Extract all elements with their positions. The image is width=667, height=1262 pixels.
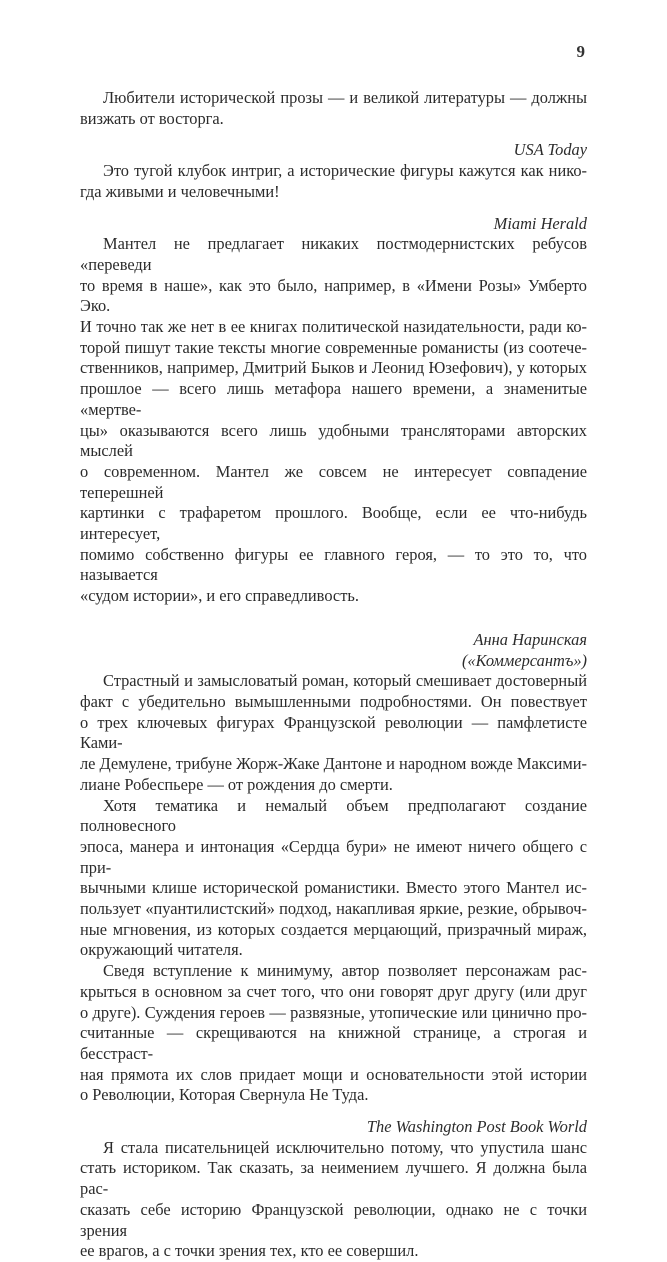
text-line: Miami Herald	[493, 213, 587, 233]
text-line: о трех ключевых фигурах Французской революции — памфлетисте Ками-	[80, 712, 587, 753]
text-line: Анна Наринская	[473, 629, 587, 649]
text-line: ле Демулене, трибуне Жорж-Жаке Дантоне и народном вожде Максими-	[80, 754, 587, 774]
text-line: Любители исторической прозы — и великой литературы — должны	[103, 88, 587, 107]
text-line: крыться в основном за счет того, что они говорят друг другу (или друг	[80, 981, 587, 1001]
text-line: о друге). Суждения героев — развязные, утопические или цинично про-	[80, 1002, 587, 1022]
text-line: Я стала писательницей исключительно потому, что упустила шанс	[103, 1137, 587, 1157]
text-line: стать историком. Так сказать, за неимением лучшего. Я должна была рас-	[80, 1158, 587, 1199]
text-line: прошлое — всего лишь метафора нашего времени, а знаменитые «мертве-	[80, 379, 587, 419]
paragraph	[80, 671, 587, 1106]
text-line: то время в наше», как это было, например, в «Имени Розы» Умберто Эко.	[80, 275, 587, 316]
text-line: визжать от восторга.	[80, 108, 224, 128]
text-line: о современном. Мантел же совсем не интересует совпадение теперешней	[80, 461, 587, 502]
text-line: («Коммерсантъ»)	[461, 650, 587, 670]
quote-attribution	[80, 1117, 587, 1138]
text-line: окружающий читателя.	[80, 940, 243, 960]
text-line: ная прямота их слов придает мощи и основательности этой истории	[80, 1064, 587, 1084]
text-line: Хотя тематика и немалый объем предполагают создание полновесного	[80, 795, 587, 836]
text-line: ственников, например, Дмитрий Быков и Леонид Юзефович), у которых	[80, 358, 587, 378]
text-line: эпоса, манера и интонация «Сердца бури» не имеют ничего общего с при-	[80, 836, 587, 877]
page-body	[80, 88, 587, 1262]
paragraph	[80, 1138, 587, 1262]
text-line: ные мгновения, из которых создается мерцающий, призрачный мираж,	[80, 919, 587, 939]
text-line: «судом истории», и его справедливость.	[80, 586, 359, 606]
quote-attribution	[80, 630, 587, 671]
text-line: помимо собственно фигуры ее главного героя, — то это то, что называется	[80, 544, 587, 585]
text-line: пользует «пуантилистский» подход, накапливая яркие, резкие, обрывоч-	[80, 899, 587, 919]
text-line: И точно так же нет в ее книгах политической назидательности, ради ко-	[80, 317, 587, 337]
text-line: о Революции, Которая Свернула Не Туда.	[80, 1085, 369, 1105]
quote-attribution	[80, 214, 587, 235]
paragraph	[80, 234, 587, 607]
paragraph	[80, 161, 587, 202]
text-line: вычными клише исторической романистики. Вместо этого Мантел ис-	[80, 878, 587, 898]
text-line: гда живыми и человечными!	[80, 181, 280, 201]
text-line: картинки с трафаретом прошлого. Вообще, если ее что-нибудь интересует,	[80, 503, 587, 544]
text-line: Это тугой клубок интриг, а исторические фигуры кажутся как нико-	[103, 161, 587, 181]
text-line: Мантел не предлагает никаких постмодернистских ребусов «переведи	[80, 234, 587, 274]
text-line: торой пишут такие тексты многие современные романисты (из соотече-	[80, 337, 587, 357]
text-line: считанные — скрещиваются на книжной странице, а строгая и бесстраст-	[80, 1023, 587, 1063]
text-line: Страстный и замысловатый роман, который смешивает достоверный	[103, 671, 587, 691]
paragraph	[80, 88, 587, 129]
text-line: Сведя вступление к минимуму, автор позволяет персонажам рас-	[103, 961, 587, 981]
text-line: ее врагов, а с точки зрения тех, кто ее совершил.	[80, 1241, 419, 1261]
quote-attribution	[80, 140, 587, 161]
text-line: The Washington Post Book World	[366, 1117, 587, 1137]
text-line: факт с убедительно вымышленными подробностями. Он повествует	[80, 691, 587, 711]
text-line: лиане Робеспьере — от рождения до смерти.	[80, 774, 393, 794]
text-line: сказать себе историю Французской революции, однако не с точки зрения	[80, 1199, 587, 1240]
text-line: цы» оказываются всего лишь удобными трансляторами авторских мыслей	[80, 420, 587, 461]
page-number: 9	[576, 42, 585, 61]
text-line: USA Today	[513, 140, 587, 160]
